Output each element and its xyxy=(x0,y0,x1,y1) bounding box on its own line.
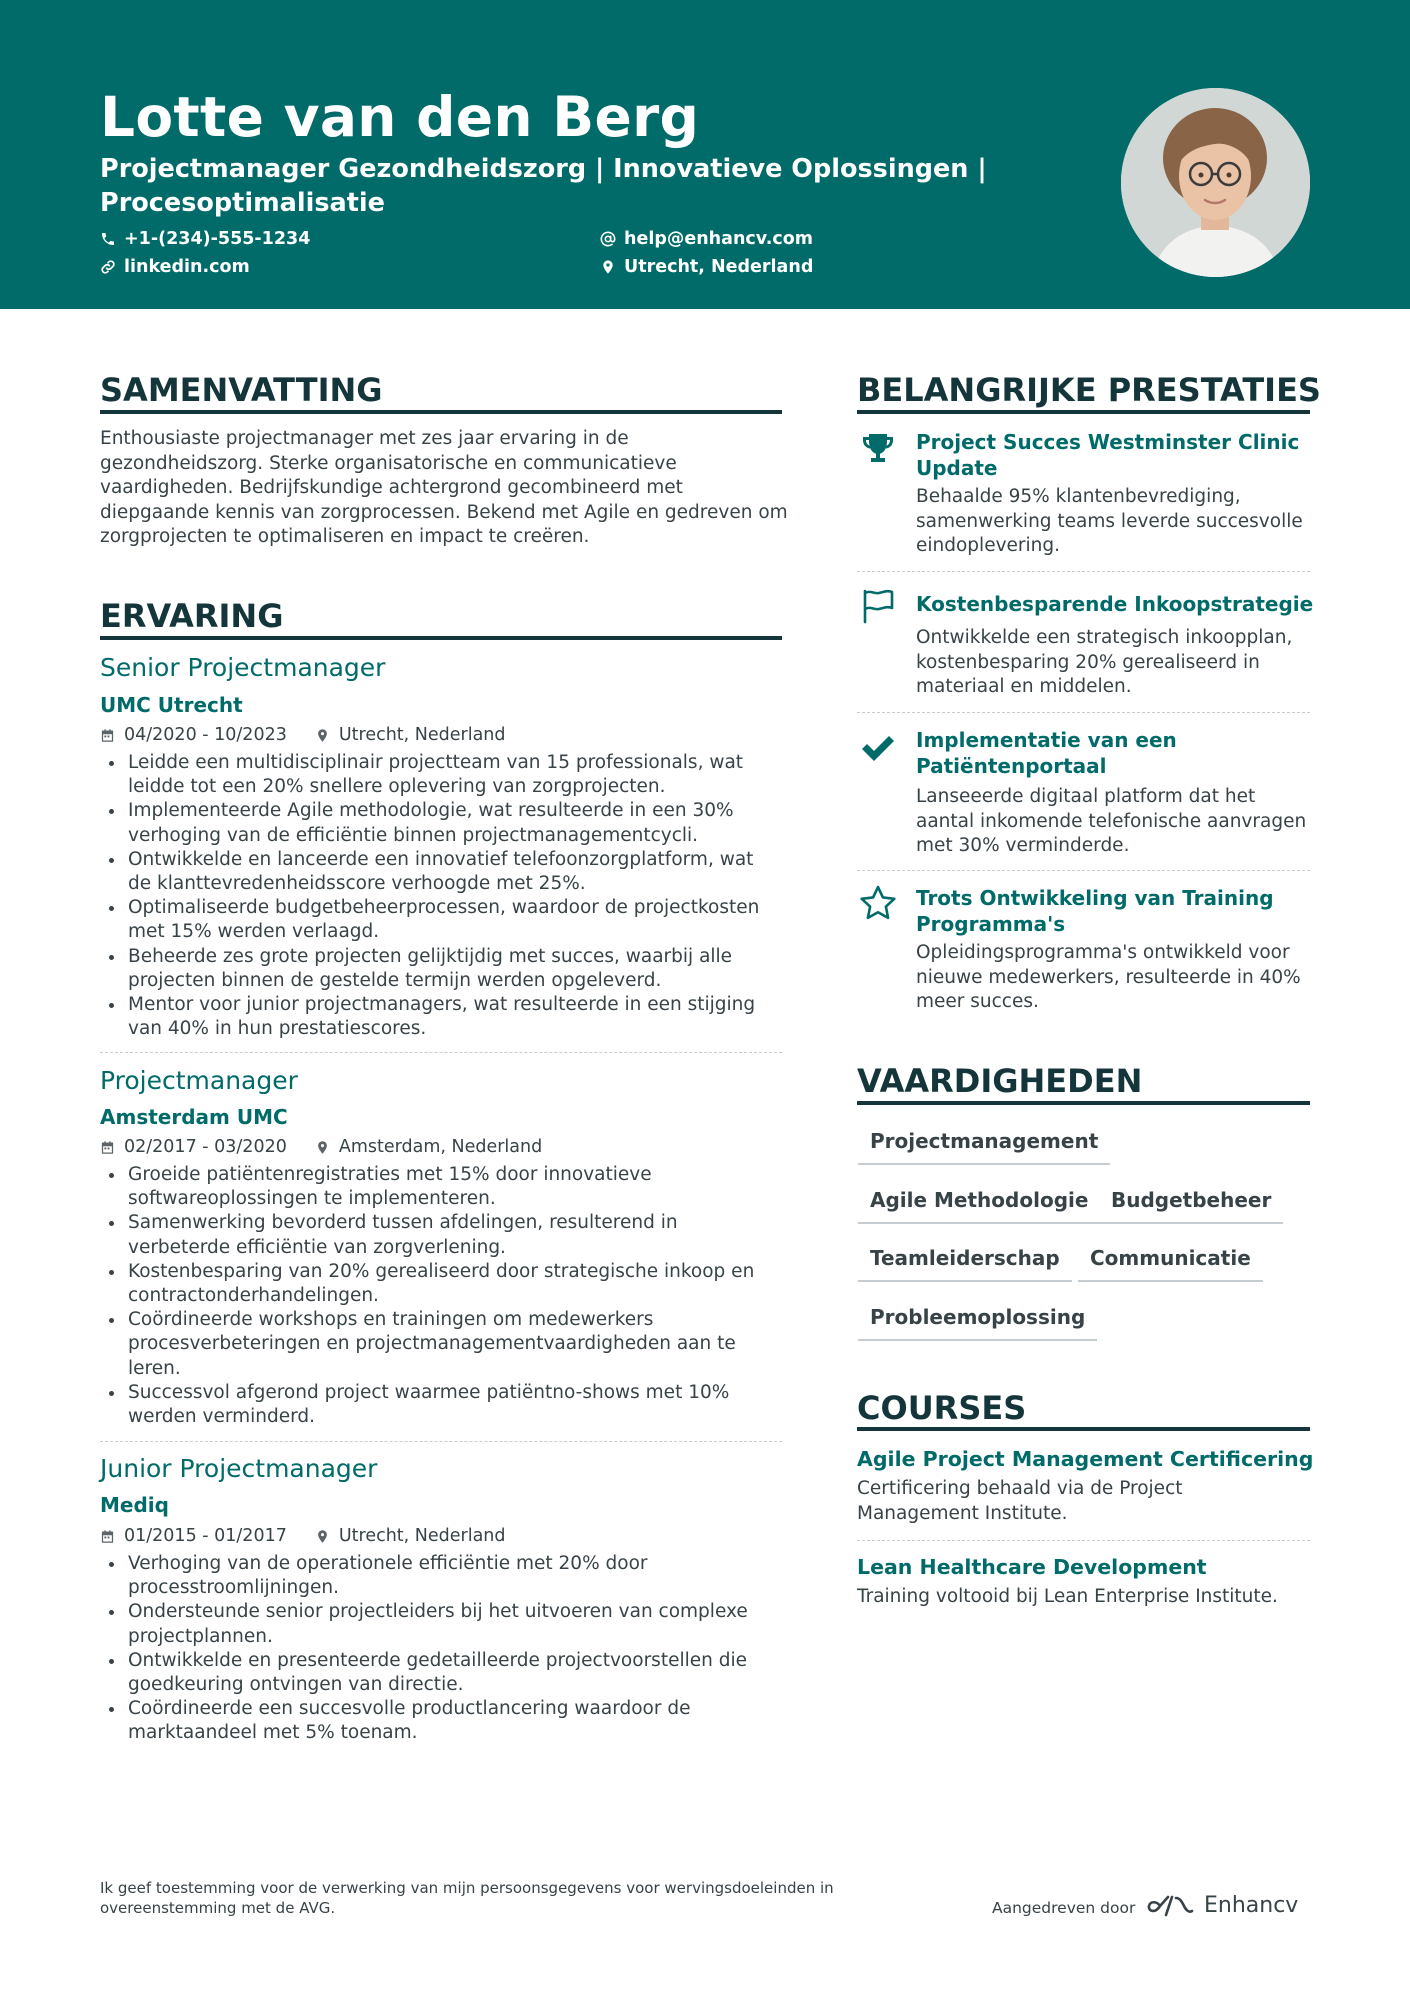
job-dates: 01/2015 - 01/2017 xyxy=(124,1526,287,1546)
achievement-desc: Opleidingsprogramma's ontwikkeld voor nieuwe medewerkers, resulteerde in 40% meer succes. xyxy=(916,942,1301,1012)
avatar-illustration xyxy=(1121,88,1310,277)
calendar-icon xyxy=(100,1529,115,1544)
skill-tag: Probleemoplossing xyxy=(858,1304,1097,1341)
skill-tag: Budgetbeheer xyxy=(1099,1187,1283,1224)
list-item: Optimaliseerde budgetbeheerprocessen, waardoor de projectkosten met 15% werden verlaagd. xyxy=(100,896,780,944)
job-meta xyxy=(100,1525,506,1547)
list-item: Kostenbesparing van 20% gerealiseerd door strategische inkoop en contractonderhandelingen. xyxy=(100,1260,780,1308)
profile-photo xyxy=(1121,88,1310,277)
skill-tag: Teamleiderschap xyxy=(858,1245,1072,1282)
calendar-icon xyxy=(100,1140,115,1155)
list-item: Ontwikkelde en presenteerde gedetailleerde projectvoorstellen die goedkeuring ontvingen van directie. xyxy=(100,1649,780,1697)
calendar-icon xyxy=(100,728,115,743)
location-pin-icon xyxy=(315,1140,330,1155)
email-text: help@enhancv.com xyxy=(624,229,814,249)
job-company: UMC Utrecht xyxy=(100,693,243,717)
achievements-heading: BELANGRIJKE PRESTATIES xyxy=(857,371,1321,409)
list-item: Groeide patiëntenregistraties met 15% door innovatieve softwareoplossingen te implementeren. xyxy=(100,1163,780,1211)
candidate-headline: Projectmanager Gezondheidszorg | Innovatieve Oplossingen | Procesoptimalisatie xyxy=(100,154,987,218)
job-dates: 02/2017 - 03/2020 xyxy=(124,1137,287,1157)
achievement-desc: Behaalde 95% klantenbevrediging, samenwerking teams leverde succesvolle eindoplevering. xyxy=(916,486,1303,556)
list-item: Implementeerde Agile methodologie, wat resulteerde in een 30% verhoging van de efficiëntie binnen projectmanagementcycli. xyxy=(100,799,780,847)
summary-text: Enthousiaste projectmanager met zes jaar ervaring in de gezondheidszorg. Sterke organisatorische en communicatieve vaardigheden. Bedrijfskundige achtergrond gecombineerd met diepgaande kennis van zorgprocessen. Bekend met Agile en gedreven om zorgprojecten te optimaliseren en impact te creëren. xyxy=(100,428,788,547)
job-company: Mediq xyxy=(100,1493,169,1517)
location-pin-icon xyxy=(315,1529,330,1544)
course-title: Lean Healthcare Development xyxy=(857,1555,1207,1579)
achievement-title: Project Succes Westminster Clinic Update xyxy=(916,430,1300,480)
list-item: Coördineerde workshops en trainingen om medewerkers procesverbeteringen en projectmanagementvaardigheden aan te leren. xyxy=(100,1308,780,1381)
job-title: Senior Projectmanager xyxy=(100,653,386,682)
experience-rule xyxy=(100,636,782,640)
contact-phone[interactable] xyxy=(100,227,310,251)
list-item: Ontwikkelde en lanceerde een innovatief telefoonzorgplatform, wat de klanttevredenheidsscore verhoogde met 25%. xyxy=(100,848,780,896)
divider xyxy=(857,571,1310,572)
achievement-title: Kostenbesparende Inkoopstrategie xyxy=(916,592,1314,616)
list-item: Beheerde zes grote projecten gelijktijdig met succes, waarbij alle projecten binnen de gestelde termijn werden opgeleverd. xyxy=(100,945,780,993)
list-item: Samenwerking bevorderd tussen afdelingen, resulterend in verbeterde efficiëntie van zorgverlening. xyxy=(100,1211,780,1259)
course-desc: Certificering behaald via de Project Management Institute. xyxy=(857,1478,1183,1524)
achievements-rule xyxy=(857,410,1310,414)
job-title: Junior Projectmanager xyxy=(100,1454,378,1483)
location-pin-icon xyxy=(600,259,616,275)
job-meta xyxy=(100,724,506,746)
job-bullets xyxy=(100,1552,780,1746)
courses-heading: COURSES xyxy=(857,1389,1027,1427)
contact-location xyxy=(600,255,813,279)
achievement-title: Implementatie van een Patiëntenportaal xyxy=(916,728,1177,778)
experience-heading: ERVARING xyxy=(100,597,284,635)
link-icon xyxy=(100,259,116,275)
divider xyxy=(857,1540,1310,1541)
skills-heading: VAARDIGHEDEN xyxy=(857,1062,1143,1100)
divider xyxy=(857,712,1310,713)
divider xyxy=(100,1441,782,1442)
course-title: Agile Project Management Certificering xyxy=(857,1447,1314,1471)
contact-email[interactable] xyxy=(600,227,813,251)
achievement-title: Trots Ontwikkeling van Training Programma's xyxy=(916,886,1274,936)
divider xyxy=(100,1052,782,1053)
list-item: Coördineerde een succesvolle productlancering waardoor de marktaandeel met 5% toenam. xyxy=(100,1697,780,1745)
linkedin-text: linkedin.com xyxy=(124,257,250,277)
checkmark-icon xyxy=(858,728,898,768)
course-desc: Training voltooid bij Lean Enterprise Institute. xyxy=(857,1586,1278,1607)
at-sign-icon xyxy=(600,231,616,247)
flag-icon xyxy=(858,586,898,626)
phone-text: +1-(234)-555-1234 xyxy=(124,229,311,249)
resume-header xyxy=(0,0,1410,309)
job-meta xyxy=(100,1136,542,1158)
enhancv-logo-icon xyxy=(1146,1892,1196,1920)
job-bullets xyxy=(100,751,780,1041)
summary-heading: SAMENVATTING xyxy=(100,371,383,409)
list-item: Successvol afgerond project waarmee patiëntno-shows met 10% werden verminderd. xyxy=(100,1381,780,1429)
divider xyxy=(857,870,1310,871)
job-dates: 04/2020 - 10/2023 xyxy=(124,725,287,745)
job-bullets xyxy=(100,1163,780,1429)
job-location: Utrecht, Nederland xyxy=(338,1526,506,1546)
skills-rule xyxy=(857,1101,1310,1105)
job-location: Utrecht, Nederland xyxy=(338,725,506,745)
powered-by-label: Aangedreven door xyxy=(992,1899,1136,1917)
list-item: Mentor voor junior projectmanagers, wat resulteerde in een stijging van 40% in hun prestatiescores. xyxy=(100,993,780,1041)
contact-linkedin[interactable] xyxy=(100,255,250,279)
job-location: Amsterdam, Nederland xyxy=(338,1137,543,1157)
list-item: Ondersteunde senior projectleiders bij het uitvoeren van complexe projectplannen. xyxy=(100,1600,780,1648)
star-icon xyxy=(858,883,898,923)
phone-icon xyxy=(100,231,116,247)
list-item: Verhoging van de operationele efficiëntie met 20% door processtroomlijningen. xyxy=(100,1552,780,1600)
consent-text: Ik geef toestemming voor de verwerking van mijn persoonsgegevens voor wervingsdoeleinden in overeenstemming met de AVG. xyxy=(100,1879,834,1917)
skill-tag: Projectmanagement xyxy=(858,1128,1110,1165)
brand-name[interactable]: Enhancv xyxy=(1204,1893,1299,1918)
skill-tag: Agile Methodologie xyxy=(858,1187,1100,1224)
trophy-icon xyxy=(858,428,898,468)
location-text: Utrecht, Nederland xyxy=(624,257,814,277)
courses-rule xyxy=(857,1427,1310,1431)
candidate-name: Lotte van den Berg xyxy=(100,85,700,149)
job-company: Amsterdam UMC xyxy=(100,1105,288,1129)
job-title: Projectmanager xyxy=(100,1066,298,1095)
location-pin-icon xyxy=(315,728,330,743)
achievement-desc: Lanseeerde digitaal platform dat het aantal inkomende telefonische aanvragen met 30% verminderde. xyxy=(916,786,1307,856)
summary-rule xyxy=(100,410,782,414)
list-item: Leidde een multidisciplinair projectteam van 15 professionals, wat leidde tot een 20% snellere oplevering van zorgprojecten. xyxy=(100,751,780,799)
skill-tag: Communicatie xyxy=(1078,1245,1263,1282)
achievement-desc: Ontwikkelde een strategisch inkoopplan, kostenbesparing 20% gerealiseerd in materiaal en middelen. xyxy=(916,627,1293,697)
